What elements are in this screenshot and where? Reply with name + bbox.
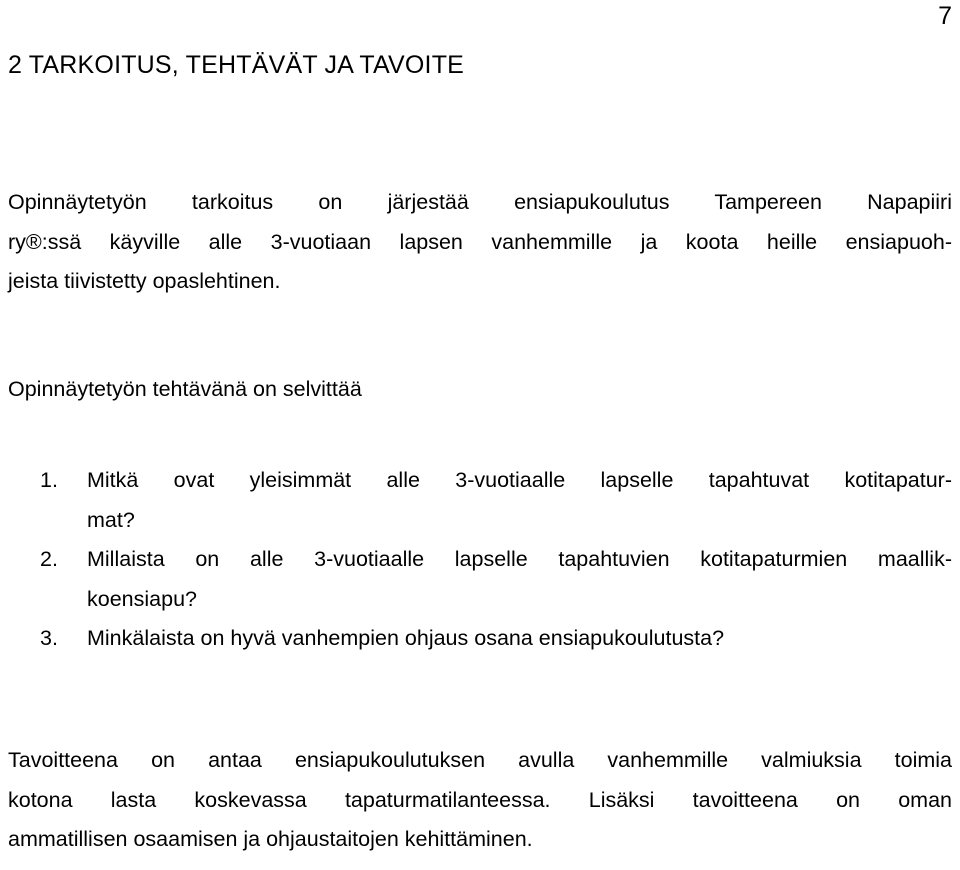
task-intro	[8, 370, 952, 410]
page-number: 7	[938, 2, 952, 30]
task-intro-text: Opinnäytetyön tehtävänä on selvittää	[8, 377, 362, 401]
list-item-line-1: Minkälaista on hyvä vanhempien ohjaus osana ensiapukoulutusta?	[87, 626, 725, 650]
goal-paragraph	[8, 741, 952, 860]
purpose-line-3: jeista tiivistetty opaslehtinen.	[8, 269, 281, 293]
goal-line-2: kotona lasta koskevassa tapaturmatilanteessa. Lisäksi tavoitteena on oman	[8, 787, 952, 812]
list-item-number: 2.	[40, 547, 58, 571]
list-item-line-2: mat?	[87, 507, 135, 532]
list-item-number: 1.	[40, 468, 58, 492]
purpose-line-2: ry®:ssä käyville alle 3-vuotiaan lapsen vanhemmille ja koota heille ensiapuoh-	[8, 229, 952, 254]
list-item-line-1: Millaista on alle 3-vuotiaalle lapselle tapahtuvien kotitapaturmien maallik-	[87, 547, 952, 571]
list-item-line-1: Mitkä ovat yleisimmät alle 3-vuotiaalle lapselle tapahtuvat kotitapatur-	[87, 468, 952, 492]
purpose-line-1: Opinnäytetyön tarkoitus on järjestää ensiapukoulutus Tampereen Napapiiri	[8, 190, 952, 214]
goal-line-1: Tavoitteena on antaa ensiapukoulutuksen avulla vanhemmille valmiuksia toimia	[8, 748, 952, 772]
section-heading: 2 TARKOITUS, TEHTÄVÄT JA TAVOITE	[8, 51, 465, 79]
list-item	[40, 540, 952, 619]
purpose-paragraph	[8, 183, 952, 302]
list-item-line-2: koensiapu?	[87, 586, 197, 611]
goal-line-3: ammatillisen osaamisen ja ohjaustaitojen kehittäminen.	[8, 827, 533, 851]
list-item-number: 3.	[40, 626, 58, 650]
list-item	[40, 461, 952, 540]
task-list	[40, 461, 952, 659]
list-item	[40, 619, 952, 659]
